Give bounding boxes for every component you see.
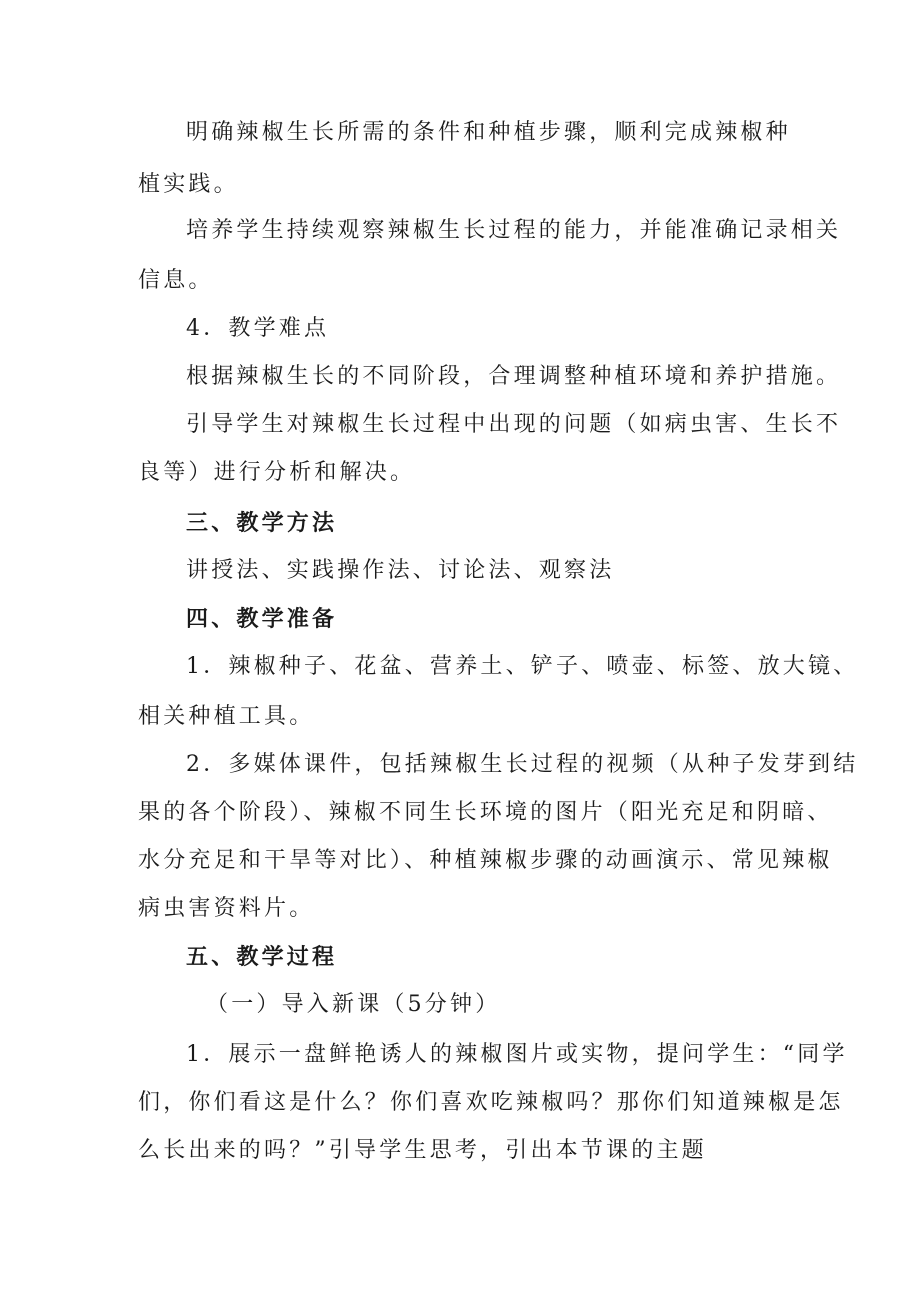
subheading: 4．教学难点 [186, 316, 330, 341]
section-heading: 五、教学过程 [186, 944, 338, 970]
paragraph-line: 么长出来的吗？”引导学生思考，引出本节课的主题 [138, 1138, 707, 1163]
section-heading: 三、教学方法 [186, 510, 338, 536]
section-heading: 四、教学准备 [186, 606, 338, 632]
paragraph-line: 讲授法、实践操作法、讨论法、观察法 [186, 558, 615, 583]
paragraph-line: 2．多媒体课件，包括辣椒生长过程的视频（从种子发芽到结 [186, 752, 859, 777]
paragraph-line: 果的各个阶段）、辣椒不同生长环境的图片（阳光充足和阴暗、 [138, 800, 833, 825]
paragraph-line: 病虫害资料片。 [138, 896, 315, 921]
paragraph-line: 相关种植工具。 [138, 704, 315, 729]
paragraph-line: 信息。 [138, 268, 214, 293]
paragraph-line: 们，你们看这是什么？你们喜欢吃辣椒吗？那你们知道辣椒是怎 [138, 1090, 844, 1115]
paragraph-line: 1．展示一盘鲜艳诱人的辣椒图片或实物，提问学生：“同学 [186, 1042, 848, 1067]
paragraph-line: 植实践。 [138, 172, 239, 197]
paragraph-line: 良等）进行分析和解决。 [138, 460, 416, 485]
paragraph-line: 引导学生对辣椒生长过程中出现的问题（如病虫害、生长不 [186, 412, 842, 437]
paragraph-line: 培养学生持续观察辣椒生长过程的能力，并能准确记录相关 [186, 218, 842, 243]
paragraph-line: 水分充足和干旱等对比）、种植辣椒步骤的动画演示、常见辣椒 [138, 848, 833, 873]
subsection-heading: （一）导入新课（5分钟） [206, 992, 501, 1017]
paragraph-line: 根据辣椒生长的不同阶段，合理调整种植环境和养护措施。 [186, 364, 842, 389]
paragraph-line: 1．辣椒种子、花盆、营养土、铲子、喷壶、标签、放大镜、 [186, 654, 859, 679]
paragraph-line: 明确辣椒生长所需的条件和种植步骤，顺利完成辣椒种 [186, 120, 791, 145]
